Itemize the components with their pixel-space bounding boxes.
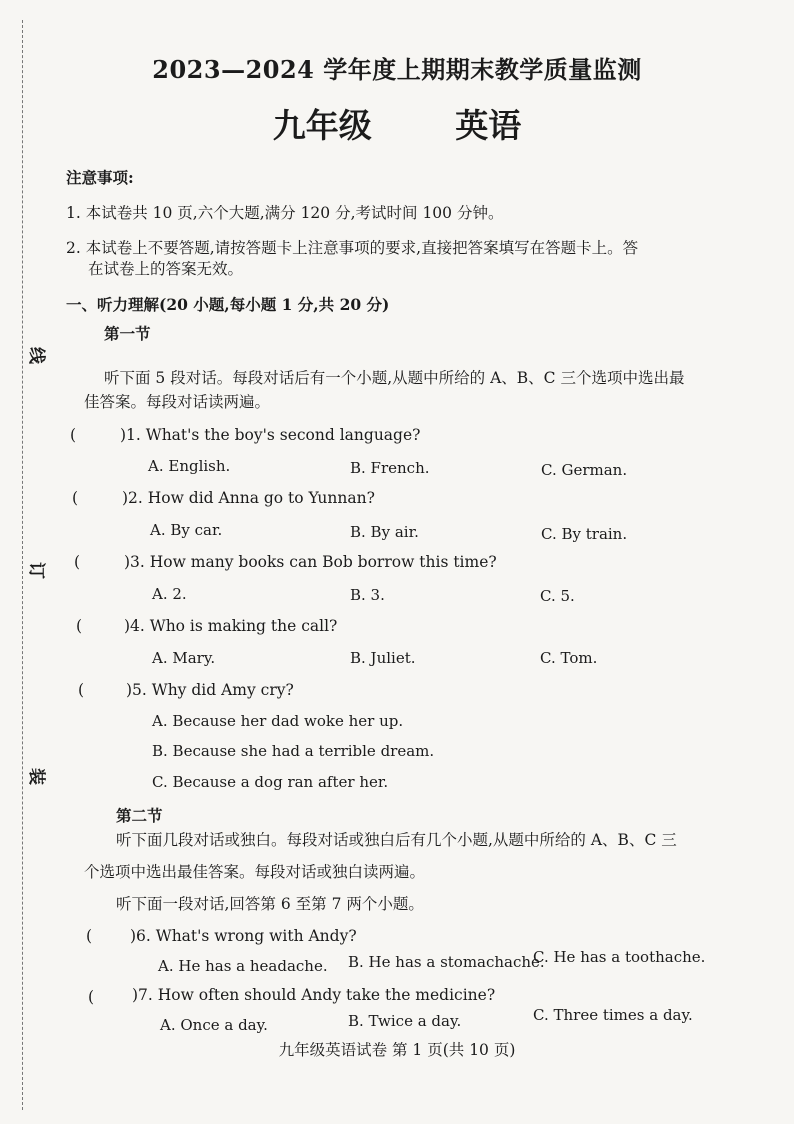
option-b: B. Juliet.	[350, 649, 416, 667]
part1-instruction: 佳答案。每段对话读两遍。	[84, 393, 271, 411]
option-c: C. He has a toothache.	[533, 948, 706, 966]
margin-mark-staple: 装	[26, 768, 46, 785]
option-b: B. Twice a day.	[348, 1012, 462, 1030]
question-text: )3. How many books can Bob borrow this time?	[124, 553, 497, 571]
option-b: B. He has a stomachache.	[348, 953, 545, 971]
answer-paren: (	[74, 553, 81, 571]
option-a: A. Once a day.	[160, 1016, 268, 1034]
option-a: A. Mary.	[152, 649, 216, 667]
subject-label: 英语	[455, 106, 522, 145]
option-a: A. By car.	[150, 521, 223, 539]
notes-item: 1. 本试卷共 10 页,六个大题,满分 120 分,考试时间 100 分钟。	[66, 204, 504, 222]
answer-paren: (	[88, 988, 95, 1006]
option-c: C. Tom.	[540, 649, 598, 667]
option-a: A. He has a headache.	[158, 957, 328, 975]
part2-sub-instruction: 听下面一段对话,回答第 6 至第 7 两个小题。	[116, 895, 424, 913]
part1-heading: 第一节	[104, 324, 151, 343]
option-a: A. Because her dad woke her up.	[152, 712, 404, 730]
part1-instruction: 听下面 5 段对话。每段对话后有一个小题,从题中所给的 A、B、C 三个选项中选出最	[104, 369, 685, 387]
part2-heading: 第二节	[116, 806, 163, 825]
section1-heading: 一、听力理解(20 小题,每小题 1 分,共 20 分)	[66, 295, 390, 314]
option-c: C. German.	[541, 461, 628, 479]
option-b: B. Because she had a terrible dream.	[152, 742, 435, 760]
question-text: )2. How did Anna go to Yunnan?	[122, 489, 375, 507]
page-footer: 九年级英语试卷 第 1 页(共 10 页)	[278, 1041, 516, 1059]
option-b: B. French.	[350, 459, 430, 477]
answer-paren: (	[76, 617, 83, 635]
margin-mark-bind: 订	[26, 562, 46, 579]
margin-mark-line: 线	[26, 347, 46, 364]
option-a: A. 2.	[152, 585, 187, 603]
option-c: C. 5.	[540, 587, 575, 605]
part2-instruction: 听下面几段对话或独白。每段对话或独白后有几个小题,从题中所给的 A、B、C 三	[116, 831, 677, 849]
question-text: )4. Who is making the call?	[124, 617, 338, 635]
binding-margin-line	[22, 20, 23, 1110]
question-text: )7. How often should Andy take the medicine?	[132, 986, 496, 1004]
answer-paren: (	[70, 426, 77, 444]
notes-item: 在试卷上的答案无效。	[88, 260, 244, 278]
option-c: C. By train.	[541, 525, 628, 543]
notes-heading: 注意事项:	[66, 168, 134, 187]
option-b: B. By air.	[350, 523, 419, 541]
notes-item: 2. 本试卷上不要答题,请按答题卡上注意事项的要求,直接把答案填写在答题卡上。答	[66, 239, 639, 257]
exam-subtitle	[0, 100, 794, 147]
option-a: A. English.	[148, 457, 231, 475]
grade-label: 九年级	[272, 106, 372, 145]
question-text: )1. What's the boy's second language?	[120, 426, 421, 444]
exam-title: 2023—2024 学年度上期期末教学质量监测	[152, 55, 642, 84]
answer-paren: (	[72, 489, 79, 507]
answer-paren: (	[86, 927, 93, 945]
question-text: )5. Why did Amy cry?	[126, 681, 294, 699]
option-b: B. 3.	[350, 586, 385, 604]
answer-paren: (	[78, 681, 85, 699]
option-c: C. Because a dog ran after her.	[152, 773, 389, 791]
option-c: C. Three times a day.	[533, 1006, 693, 1024]
part2-instruction: 个选项中选出最佳答案。每段对话或独白读两遍。	[84, 863, 426, 881]
question-text: )6. What's wrong with Andy?	[130, 927, 357, 945]
